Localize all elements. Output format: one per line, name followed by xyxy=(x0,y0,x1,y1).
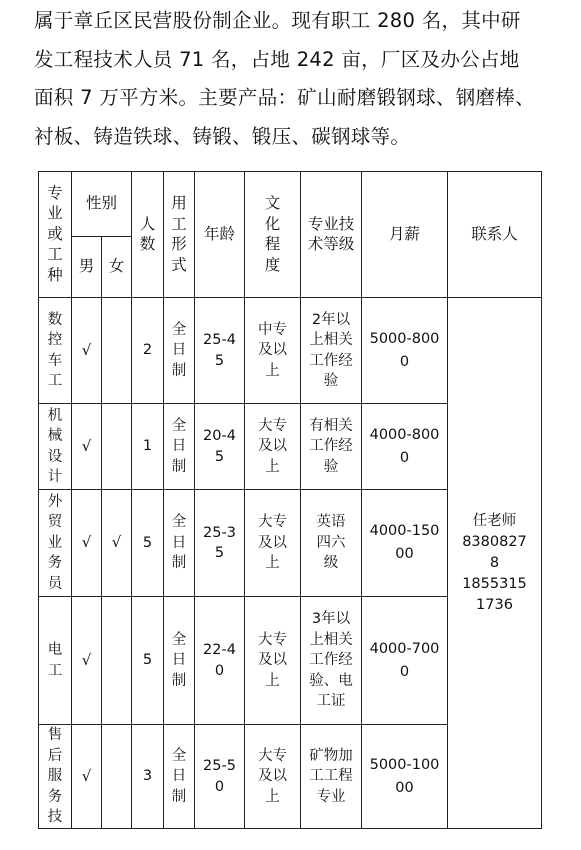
cell-age: 25-45 xyxy=(195,298,245,404)
cell-count: 5 xyxy=(132,490,164,597)
cell-female xyxy=(102,298,132,404)
header-skill: 专业技术等级 xyxy=(301,172,362,298)
header-major: 专业或工种 xyxy=(39,172,72,298)
table-row xyxy=(39,298,542,404)
cell-education: 大专及以上 xyxy=(245,404,301,490)
cell-count: 2 xyxy=(132,298,164,404)
cell-employment: 全日制 xyxy=(164,597,195,725)
header-male: 男 xyxy=(72,237,102,298)
cell-age: 25-35 xyxy=(195,490,245,597)
header-employment: 用工形式 xyxy=(164,172,195,298)
cell-education: 中专及以上 xyxy=(245,298,301,404)
cell-female xyxy=(102,597,132,725)
cell-skill: 矿物加工工程专业 xyxy=(301,725,362,829)
cell-employment: 全日制 xyxy=(164,490,195,597)
header-education: 文化程度 xyxy=(245,172,301,298)
contact-name: 任老师 xyxy=(472,512,517,529)
cell-male: √ xyxy=(72,298,102,404)
cell-employment: 全日制 xyxy=(164,298,195,404)
cell-employment: 全日制 xyxy=(164,725,195,829)
intro-line: 面积 7 万平方米。主要产品：矿山耐磨锻钢球、钢磨棒、 xyxy=(34,86,535,109)
cell-skill: 3年以上相关工作经验、电工证 xyxy=(301,597,362,725)
cell-count: 1 xyxy=(132,404,164,490)
header-contact: 联系人 xyxy=(448,172,542,298)
contact-phone: 83808278 xyxy=(462,533,527,571)
cell-skill: 有相关工作经验 xyxy=(301,404,362,490)
cell-salary: 4000-7000 xyxy=(362,597,448,725)
header-female: 女 xyxy=(102,237,132,298)
cell-major: 外贸业务员 xyxy=(39,490,72,597)
cell-female: √ xyxy=(102,490,132,597)
cell-male: √ xyxy=(72,725,102,829)
cell-male: √ xyxy=(72,597,102,725)
cell-male: √ xyxy=(72,404,102,490)
header-age: 年龄 xyxy=(195,172,245,298)
cell-major: 机械设计 xyxy=(39,404,72,490)
cell-education: 大专及以上 xyxy=(245,597,301,725)
cell-age: 20-45 xyxy=(195,404,245,490)
header-row xyxy=(39,172,542,237)
cell-skill: 2年以上相关工作经验 xyxy=(301,298,362,404)
cell-major: 电工 xyxy=(39,597,72,725)
cell-salary: 5000-10000 xyxy=(362,725,448,829)
cell-salary: 4000-15000 xyxy=(362,490,448,597)
cell-education: 大专及以上 xyxy=(245,725,301,829)
cell-age: 25-50 xyxy=(195,725,245,829)
contact-mobile: 18553151736 xyxy=(462,575,527,613)
intro-line: 属于章丘区民营股份制企业。现有职工 280 名，其中研 xyxy=(34,9,521,32)
cell-male: √ xyxy=(72,490,102,597)
cell-employment: 全日制 xyxy=(164,404,195,490)
cell-salary: 4000-8000 xyxy=(362,404,448,490)
cell-count: 5 xyxy=(132,597,164,725)
cell-female xyxy=(102,404,132,490)
cell-skill: 英语四六级 xyxy=(301,490,362,597)
cell-female xyxy=(102,725,132,829)
cell-education: 大专及以上 xyxy=(245,490,301,597)
header-salary: 月薪 xyxy=(362,172,448,298)
cell-salary: 5000-8000 xyxy=(362,298,448,404)
intro-line: 发工程技术人员 71 名，占地 242 亩，厂区及办公占地 xyxy=(34,47,520,71)
header-gender: 性别 xyxy=(72,172,132,237)
cell-age: 22-40 xyxy=(195,597,245,725)
cell-major: 售后服务技 xyxy=(39,725,72,829)
intro-paragraph xyxy=(34,2,559,156)
header-count: 人数 xyxy=(132,172,164,298)
recruitment-table xyxy=(38,171,542,829)
intro-line: 衬板、铸造铁球、铸锻、锻压、碳钢球等。 xyxy=(34,124,411,148)
cell-major: 数控车工 xyxy=(39,298,72,404)
cell-contact xyxy=(448,298,542,829)
cell-count: 3 xyxy=(132,725,164,829)
